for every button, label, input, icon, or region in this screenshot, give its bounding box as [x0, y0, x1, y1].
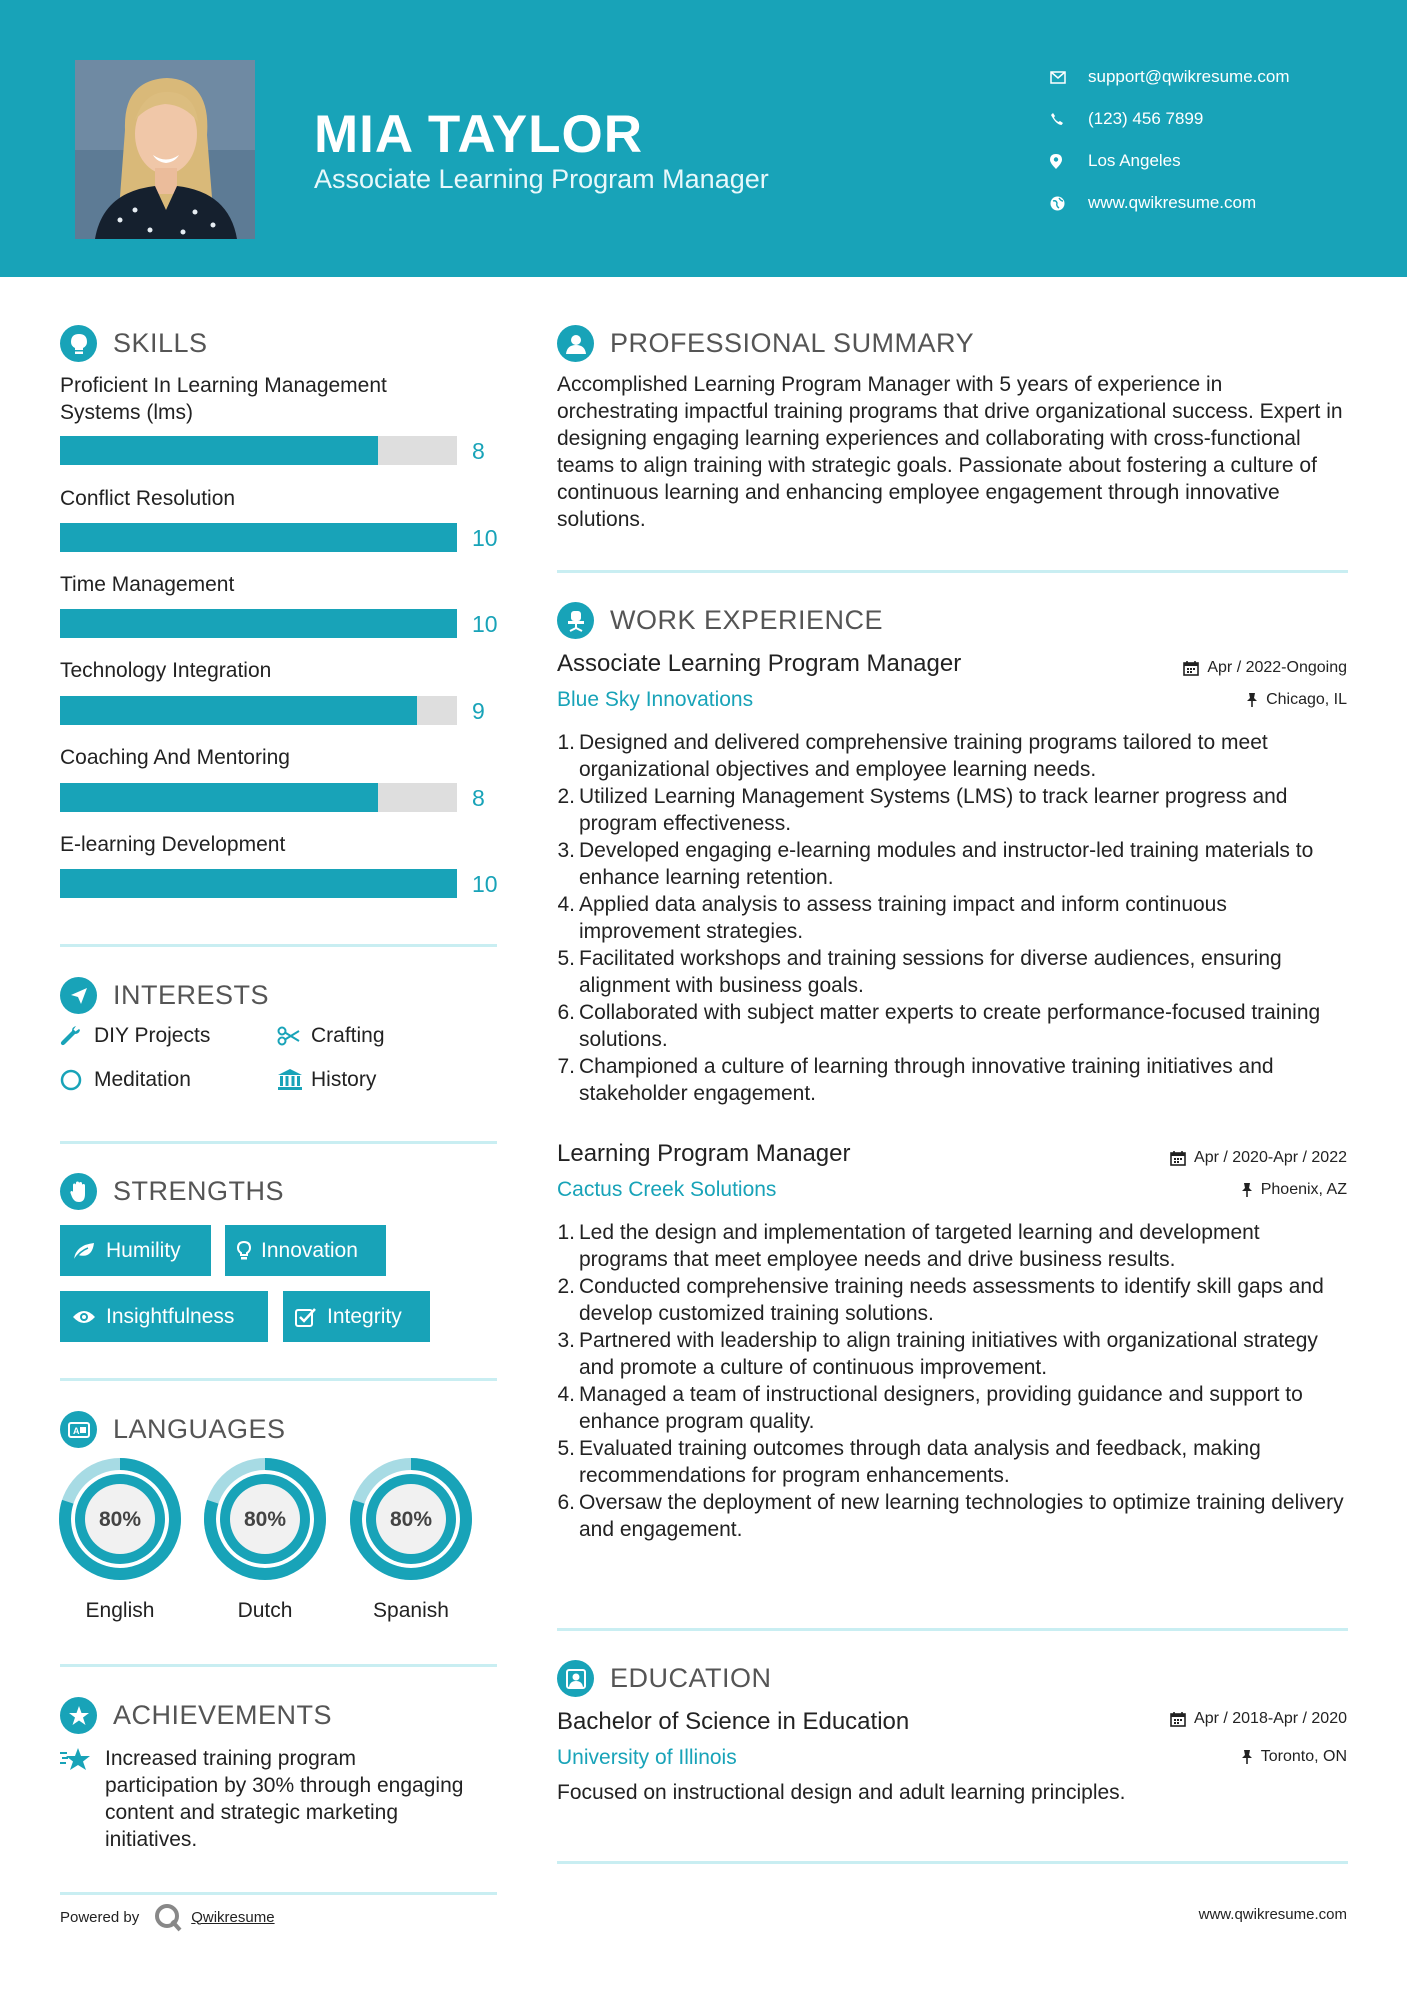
strength-label: Insightfulness	[106, 1304, 235, 1328]
duty-item: 3. Developed engaging e-learning modules and instructor-led training materials to enhance learning retention.	[557, 837, 1347, 891]
skill-level: 9	[472, 698, 485, 724]
language-ring	[350, 1458, 472, 1580]
duty-item: 4. Managed a team of instructional designers, providing guidance and support to enhance program quality.	[557, 1381, 1347, 1435]
duty-text: Utilized Learning Management Systems (LMS) to track learner progress and program effectiveness.	[579, 785, 1288, 835]
contact-email[interactable]	[1050, 56, 1390, 98]
interest-item	[277, 1024, 385, 1048]
language-name: Spanish	[373, 1599, 449, 1622]
duty-item: 6. Oversaw the deployment of new learning technologies to optimize training delivery and engagement.	[557, 1489, 1347, 1543]
strength-label: Humility	[106, 1238, 181, 1262]
achievements-heading-text: ACHIEVEMENTS	[113, 1700, 333, 1730]
strength-tag	[60, 1225, 211, 1276]
star-badge-icon	[60, 1697, 97, 1734]
scissors-icon	[277, 1026, 311, 1046]
skill-bar	[60, 523, 457, 552]
user-icon	[557, 325, 594, 362]
achievements-heading	[60, 1697, 332, 1734]
globe-icon	[1050, 196, 1088, 211]
contact-email-text: support@qwikresume.com	[1088, 67, 1290, 86]
education-location-text: Toronto, ON	[1260, 1748, 1347, 1765]
interest-item	[277, 1068, 376, 1092]
skill-bar-fill	[60, 609, 457, 638]
leaf-icon	[72, 1241, 96, 1261]
skill-bar	[60, 869, 457, 898]
skill-bar-fill	[60, 696, 417, 725]
duty-item: 6. Collaborated with subject matter experts to create performance-focused training solutions.	[557, 999, 1347, 1053]
skill-name: Conflict Resolution	[60, 487, 236, 510]
graduate-icon	[557, 1660, 594, 1697]
language-ring	[204, 1458, 326, 1580]
circle-icon	[60, 1069, 94, 1091]
contact-location-text: Los Angeles	[1088, 151, 1181, 170]
section-divider	[60, 1664, 497, 1667]
duty-item: 1. Designed and delivered comprehensive training programs tailored to meet organizational objectives and employee learning needs.	[557, 729, 1347, 783]
language-ring	[59, 1458, 181, 1580]
eye-icon	[72, 1309, 96, 1325]
duty-text: Facilitated workshops and training sessions for diverse audiences, ensuring alignment with business goals.	[579, 947, 1282, 997]
duty-text: Conducted comprehensive training needs assessments to identify skill gaps and develop customized training solutions.	[579, 1275, 1324, 1325]
footer-powered-by	[60, 1902, 275, 1932]
qwikresume-link[interactable]: Qwikresume	[191, 1908, 275, 1926]
checkbox-icon	[295, 1307, 317, 1327]
language-percent: 80%	[389, 1508, 433, 1531]
skill-name: Proficient In Learning Management Systems (lms)	[60, 374, 387, 424]
job-dates	[1183, 659, 1347, 677]
interest-label: DIY Projects	[94, 1024, 211, 1047]
section-divider	[557, 570, 1348, 573]
skill-bar	[60, 436, 457, 465]
degree-title: Bachelor of Science in Education	[557, 1708, 910, 1735]
duty-text: Oversaw the deployment of new learning technologies to optimize training delivery and engagement.	[579, 1491, 1344, 1541]
museum-icon	[277, 1069, 311, 1091]
contact-website-text: www.qwikresume.com	[1088, 193, 1257, 212]
job-location-text: Chicago, IL	[1266, 691, 1347, 708]
contact-phone[interactable]	[1050, 98, 1390, 140]
duty-text: Developed engaging e-learning modules and instructor-led training materials to enhance learning retention.	[579, 839, 1314, 889]
job-location	[1241, 1181, 1347, 1199]
duty-item: 1. Led the design and implementation of targeted learning and development programs that meet employee needs and drive business results.	[557, 1219, 1347, 1273]
strengths-heading-text: STRENGTHS	[113, 1176, 285, 1206]
languages-heading	[60, 1411, 286, 1448]
candidate-title: Associate Learning Program Manager	[314, 164, 769, 194]
languages-heading-text: LANGUAGES	[113, 1414, 286, 1444]
duty-text: Championed a culture of learning through innovative training initiatives and stakeholder engagement.	[579, 1055, 1274, 1105]
job-duties	[557, 729, 1347, 1107]
section-divider	[557, 1628, 1348, 1631]
footer-website[interactable]: www.qwikresume.com	[1198, 1906, 1347, 1923]
section-divider	[557, 1861, 1348, 1864]
duty-text: Applied data analysis to assess training impact and inform continuous improvement strategies.	[579, 893, 1227, 943]
lightbulb-icon	[237, 1241, 251, 1261]
section-divider	[60, 1378, 497, 1381]
duty-text: Collaborated with subject matter experts to create performance-focused training solutions.	[579, 1001, 1321, 1051]
strength-label: Integrity	[327, 1304, 402, 1328]
interest-label: Meditation	[94, 1068, 191, 1091]
job-dates-text: Apr / 2022-Ongoing	[1207, 659, 1347, 676]
duty-item: 2. Utilized Learning Management Systems (LMS) to track learner progress and program effectiveness.	[557, 783, 1347, 837]
experience-heading	[557, 602, 883, 639]
education-description: Focused on instructional design and adult learning principles.	[557, 1781, 1126, 1804]
education-heading-text: EDUCATION	[610, 1663, 772, 1693]
candidate-name: MIA TAYLOR	[314, 105, 643, 164]
star-icon	[60, 1745, 105, 1853]
powered-by-label: Powered by	[60, 1908, 140, 1926]
strength-tag	[283, 1291, 430, 1342]
language-item	[59, 1458, 181, 1623]
language-item	[350, 1458, 472, 1623]
interests-heading-text: INTERESTS	[113, 980, 270, 1010]
pushpin-icon	[1241, 1182, 1253, 1198]
education-location	[1241, 1748, 1347, 1766]
language-percent: 80%	[243, 1508, 287, 1531]
language-name: English	[85, 1599, 155, 1622]
achievement-text: Increased training program participation by 30% through engaging content and strategic marketing initiatives.	[105, 1747, 464, 1851]
job-duties	[557, 1219, 1347, 1543]
resume-header	[0, 0, 1407, 277]
section-divider	[60, 1141, 497, 1144]
duty-item: 7. Championed a culture of learning through innovative training initiatives and stakeholder engagement.	[557, 1053, 1347, 1107]
interests-heading	[60, 977, 269, 1014]
language-item	[204, 1458, 326, 1623]
skill-level: 10	[472, 871, 498, 897]
summary-heading	[557, 325, 974, 362]
education-dates-text: Apr / 2018-Apr / 2020	[1194, 1710, 1347, 1727]
duty-text: Led the design and implementation of targeted learning and development programs that meet employee needs and drive business results.	[579, 1221, 1260, 1271]
pushpin-icon	[1246, 692, 1258, 708]
profile-photo	[75, 60, 255, 239]
calendar-icon	[1170, 1150, 1186, 1166]
pushpin-icon	[1241, 1749, 1253, 1765]
skill-name: Coaching And Mentoring	[60, 746, 290, 769]
strength-tag	[225, 1225, 386, 1276]
contact-list	[1050, 56, 1390, 224]
qwikresume-logo-icon	[153, 1902, 183, 1932]
skill-name: Time Management	[60, 573, 235, 596]
language-percent: 80%	[98, 1508, 142, 1531]
job-title: Learning Program Manager	[557, 1140, 851, 1167]
lightbulb-icon	[60, 325, 97, 362]
calendar-icon	[1183, 660, 1199, 676]
skill-name: Technology Integration	[60, 659, 272, 682]
duty-item: 5. Evaluated training outcomes through data analysis and feedback, making recommendations for program enhancements.	[557, 1435, 1347, 1489]
job-dates	[1170, 1149, 1347, 1167]
office-chair-icon	[557, 602, 594, 639]
job-dates-text: Apr / 2020-Apr / 2022	[1194, 1149, 1347, 1166]
strength-label: Innovation	[261, 1238, 358, 1262]
education-dates	[1170, 1710, 1347, 1728]
skill-level: 8	[472, 785, 485, 811]
duty-text: Evaluated training outcomes through data analysis and feedback, making recommendations for program enhancements.	[579, 1437, 1261, 1487]
skill-bar-fill	[60, 523, 457, 552]
raised-hand-icon	[60, 1173, 97, 1210]
svg-text:A: A	[72, 1425, 80, 1436]
duty-text: Partnered with leadership to align training initiatives with organizational strategy and promote a culture of continuous improvement.	[579, 1329, 1318, 1379]
skill-level: 10	[472, 525, 498, 551]
job-location	[1246, 691, 1347, 709]
summary-text: Accomplished Learning Program Manager with 5 years of experience in orchestrating impactful training programs that drive organizational success. Expert in designing engaging learning experiences and collaborating with cross-functional teams to align training with strategic goals. Passionate about fostering a culture of continuous learning and enhancing employee engagement through innovative solutions.	[557, 373, 1343, 531]
section-divider	[60, 1892, 497, 1895]
skill-name: E-learning Development	[60, 833, 286, 856]
language-card-icon	[60, 1411, 97, 1448]
strength-tag	[60, 1291, 268, 1342]
achievement-item	[60, 1745, 465, 1853]
contact-website[interactable]	[1050, 182, 1390, 224]
phone-icon	[1050, 112, 1088, 126]
skills-heading-text: SKILLS	[113, 328, 208, 358]
envelope-icon	[1050, 71, 1088, 84]
skill-level: 10	[472, 611, 498, 637]
company-name: Cactus Creek Solutions	[557, 1178, 777, 1201]
job-title: Associate Learning Program Manager	[557, 650, 962, 677]
wrench-icon	[60, 1025, 94, 1047]
duty-item: 3. Partnered with leadership to align training initiatives with organizational strategy and promote a culture of continuous improvement.	[557, 1327, 1347, 1381]
skill-bar-fill	[60, 436, 378, 465]
skill-bar	[60, 696, 457, 725]
duty-item: 5. Facilitated workshops and training sessions for diverse audiences, ensuring alignment with business goals.	[557, 945, 1347, 999]
skill-bar-fill	[60, 783, 378, 812]
company-name: Blue Sky Innovations	[557, 688, 754, 711]
skills-heading	[60, 325, 208, 362]
contact-phone-text: (123) 456 7899	[1088, 109, 1204, 128]
paper-plane-icon	[60, 977, 97, 1014]
interest-label: Crafting	[311, 1024, 385, 1047]
skill-bar-fill	[60, 869, 457, 898]
duty-text: Managed a team of instructional designers, providing guidance and support to enhance program quality.	[579, 1383, 1303, 1433]
education-heading	[557, 1660, 772, 1697]
calendar-icon	[1170, 1711, 1186, 1727]
section-divider	[60, 944, 497, 947]
strengths-heading	[60, 1173, 284, 1210]
duty-item: 4. Applied data analysis to assess training impact and inform continuous improvement strategies.	[557, 891, 1347, 945]
duty-text: Designed and delivered comprehensive training programs tailored to meet organizational objectives and employee learning needs.	[579, 731, 1268, 781]
interest-item	[60, 1024, 210, 1048]
skill-level: 8	[472, 438, 485, 464]
interest-label: History	[311, 1068, 377, 1091]
map-pin-icon	[1050, 154, 1088, 169]
duty-item: 2. Conducted comprehensive training needs assessments to identify skill gaps and develop customized training solutions.	[557, 1273, 1347, 1327]
skill-bar	[60, 609, 457, 638]
language-name: Dutch	[237, 1599, 293, 1622]
job-location-text: Phoenix, AZ	[1260, 1181, 1347, 1198]
experience-heading-text: WORK EXPERIENCE	[610, 605, 884, 635]
skill-bar	[60, 783, 457, 812]
school-name: University of Illinois	[557, 1746, 737, 1769]
contact-location	[1050, 140, 1390, 182]
interest-item	[60, 1068, 191, 1092]
summary-heading-text: PROFESSIONAL SUMMARY	[610, 328, 975, 358]
